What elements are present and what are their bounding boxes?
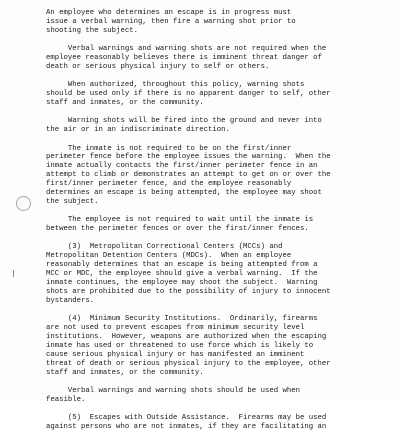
paragraph: The inmate is not required to be on the first/inner perimeter fence before the employee issues the warning. When the inmate actually contacts the first/inner perimeter fence in an attempt to climb or demonstrates an attempt to get on or over the first/inner perimeter fence, and the employee reasonably determines an escape is being attempted, the employee may shoot the subject. [46,144,331,206]
paragraph: Warning shots will be fired into the ground and never into the air or in an indiscriminate direction. [46,117,322,135]
document-body [46,9,391,441]
paragraph: (3) Metropolitan Correctional Centers (MCCs) and Metropolitan Detention Centers (MDCs). When an employee reasonably determines that an escape is being attempted from a MCC or MDC, the employee should give a verbal warning. If the inmate continues, the employee may shoot the subject. Warning shots are prohibited due to the possibility of injury to innocent bystanders. [46,243,331,305]
paragraph: Verbal warnings and warning shots should be used when feasible. [46,386,300,404]
paragraph: An employee who determines an escape is in progress must issue a verbal warning, then fire a warning shot prior to shooting the subject. [46,9,296,35]
paragraph: (5) Escapes with Outside Assistance. Firearms may be used against persons who are not inmates, if they are facilitating an [46,414,327,432]
margin-mark [13,270,14,277]
paragraph: When authorized, throughout this policy, warning shots should be used only if there is no apparent danger to self, other staff and inmates, or the community. [46,81,331,108]
paragraph: The employee is not required to wait until the inmate is between the perimeter fences or over the first/inner fences. [46,216,314,234]
paragraph: (4) Minimum Security Institutions. Ordinarily, firearms are not used to prevent escapes from minimum security level institutions. However, weapons are authorized when the escaping inmate has used or threatened to use force which is likely to cause serious physical injury or has manifested an imminent threat of death or serious physical injury to the employee, other staff and inmates, or the community. [46,315,331,377]
paragraph: Verbal warnings and warning shots are not required when the employee reasonably believes there is imminent threat danger of death or serious physical injury to self or others. [46,45,327,71]
binder-hole [16,196,31,211]
